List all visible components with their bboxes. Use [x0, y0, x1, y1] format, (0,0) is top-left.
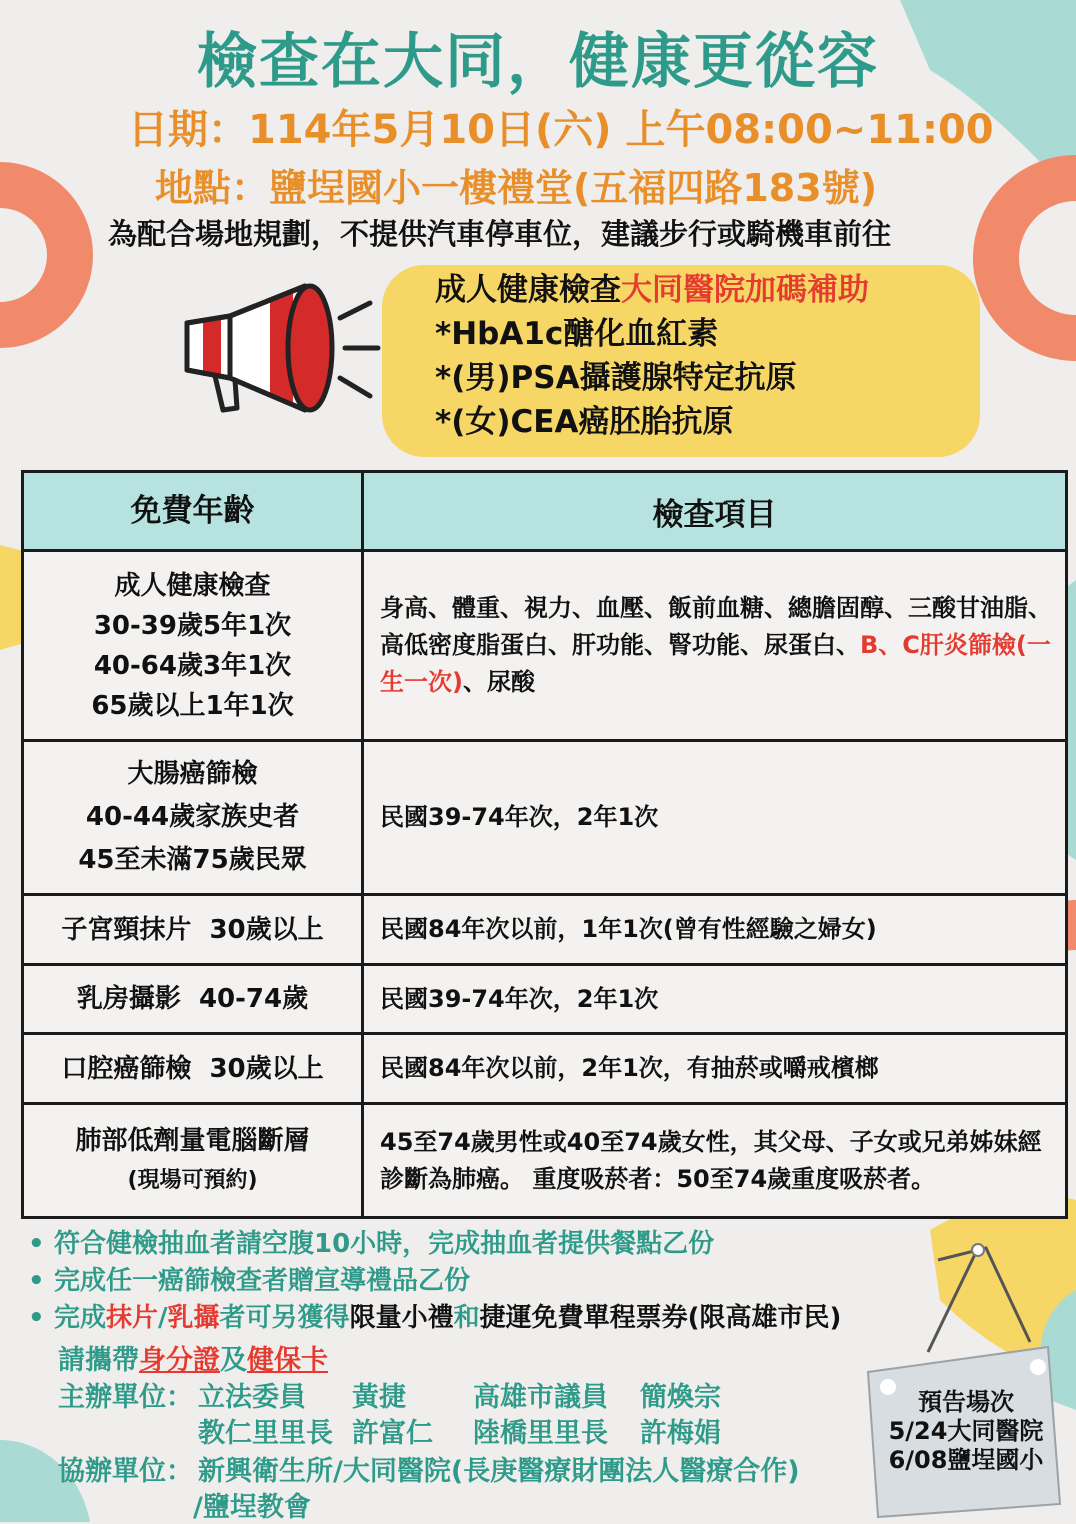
- host-label: 主辦單位：: [58, 1382, 193, 1413]
- upcoming-sessions: [876, 1388, 1056, 1475]
- items-cell: [363, 551, 1067, 741]
- age-cell: 口腔癌篩檢 30歲以上: [23, 1034, 363, 1104]
- bullet-text: /: [158, 1303, 168, 1333]
- table-row: [23, 551, 1067, 741]
- megaphone-icon: [175, 278, 385, 428]
- age-line: 40-44歲家族史者: [85, 802, 300, 832]
- age-cell: [23, 551, 363, 741]
- sign-line: 6/08鹽埕國小: [888, 1446, 1044, 1474]
- bullet-text: 符合健檢抽血者請空腹10小時，完成抽血者提供餐點乙份: [54, 1229, 715, 1259]
- bullet-text: 捷運免費單程票券(限高雄市民): [479, 1303, 842, 1333]
- host-name: 陸橋里里長: [473, 1418, 608, 1449]
- coral-ring-left: [0, 185, 70, 325]
- age-cell: 乳房攝影 40-74歲: [23, 965, 363, 1034]
- table-row: [23, 741, 1067, 895]
- host-name: 高雄市議員: [473, 1382, 608, 1413]
- items-text-tail: 、尿酸: [462, 668, 535, 696]
- bullet-item: [28, 1263, 841, 1300]
- bullet-text: 限量小禮: [349, 1303, 454, 1333]
- table-header-row: [23, 472, 1067, 551]
- bullet-highlight: 抹片: [106, 1303, 159, 1333]
- promo-heading: [435, 268, 869, 312]
- table-row: [23, 895, 1067, 965]
- host-name: 立法委員: [198, 1382, 306, 1413]
- bring-health-card: 健保卡: [247, 1345, 328, 1376]
- bullet-text: 和: [453, 1303, 480, 1333]
- table-row: [23, 1034, 1067, 1104]
- age-line: (現場可預約): [127, 1167, 258, 1193]
- co-organizer-name: /鹽埕教會: [193, 1492, 311, 1523]
- bullet-text: 完成: [54, 1303, 107, 1333]
- co-organizer-name: 新興衛生所/大同醫院(長庚醫療財團法人醫療合作): [198, 1456, 800, 1487]
- age-cell: 子宮頸抹片 30歲以上: [23, 895, 363, 965]
- page-title: 檢查在大同，健康更從容: [197, 27, 879, 97]
- age-line: 30-39歲5年1次: [93, 610, 292, 641]
- age-line: 45至未滿75歲民眾: [78, 845, 307, 875]
- coral-ring-right: [996, 178, 1076, 338]
- items-text: 身高、體重、視力、血壓、飯前血糖、總膽固醇、三酸甘油脂、高低密度脂蛋白、肝功能、腎功能、尿蛋白、: [380, 594, 1052, 659]
- bring-and: 及: [220, 1345, 247, 1376]
- event-date: 日期：114年5月10日(六) 上午08:00~11:00: [128, 107, 994, 153]
- header-items: 檢查項目: [363, 472, 1067, 551]
- promo-heading-prefix: 成人健康檢查: [435, 272, 621, 308]
- promo-list: [435, 268, 869, 444]
- age-line: 大腸癌篩檢: [127, 759, 258, 789]
- age-cell: [23, 741, 363, 895]
- host-name: 教仁里里長: [198, 1418, 333, 1449]
- items-cell: 民國39-74年次，2年1次: [363, 741, 1067, 895]
- bullet-text: 完成任一癌篩檢查者贈宣導禮品乙份: [54, 1266, 471, 1296]
- bullet-dot: •: [28, 1303, 45, 1333]
- age-line: 40-64歲3年1次: [93, 650, 292, 681]
- age-line: 65歲以上1年1次: [91, 690, 294, 721]
- table-row: [23, 965, 1067, 1034]
- items-highlight: B、C肝炎篩檢(一生一次): [380, 631, 1051, 696]
- promo-item: *(男)PSA攝護腺特定抗原: [435, 360, 797, 396]
- bullet-list: [28, 1226, 841, 1337]
- host-name: 簡煥宗: [640, 1382, 721, 1413]
- age-line: 成人健康檢查: [114, 570, 271, 601]
- items-cell: 民國84年次以前，1年1次(曾有性經驗之婦女): [363, 895, 1067, 965]
- header-age: 免費年齡: [23, 472, 363, 551]
- bullet-dot: •: [28, 1266, 45, 1296]
- bullet-item: [28, 1300, 841, 1337]
- promo-item: *(女)CEA癌胚胎抗原: [435, 404, 734, 440]
- host-name: 黃捷: [352, 1382, 406, 1413]
- items-cell: 45至74歲男性或40至74歲女性，其父母、子女或兄弟姊妹經診斷為肺癌。 重度吸菸者：50至74歲重度吸菸者。: [363, 1104, 1067, 1218]
- event-location: 地點：鹽埕國小一樓禮堂(五福四路183號): [155, 166, 878, 210]
- table-row: [23, 1104, 1067, 1218]
- host-name: 許富仁: [352, 1418, 433, 1449]
- sign-line: 5/24大同醫院: [888, 1417, 1044, 1445]
- bullet-dot: •: [28, 1229, 45, 1259]
- bring-id-card: 身分證: [139, 1345, 220, 1376]
- promo-heading-highlight: 大同醫院加碼補助: [621, 272, 869, 308]
- bullet-item: [28, 1226, 841, 1263]
- age-line: 肺部低劑量電腦斷層: [75, 1125, 310, 1156]
- host-name: 許梅娟: [640, 1418, 721, 1449]
- items-cell: 民國39-74年次，2年1次: [363, 965, 1067, 1034]
- sign-line: 預告場次: [918, 1388, 1014, 1416]
- parking-notice: 為配合場地規劃，不提供汽車停車位，建議步行或騎機車前往: [108, 217, 892, 251]
- bring-prefix: 請攜帶: [58, 1345, 139, 1376]
- bring-documents: [58, 1338, 328, 1377]
- hanging-sign: [848, 1242, 1068, 1522]
- age-cell: [23, 1104, 363, 1218]
- promo-item: *HbA1c醣化血紅素: [435, 316, 719, 352]
- bullet-text: 者可另獲得: [219, 1303, 350, 1333]
- co-organizer-label: 協辦單位：: [58, 1456, 193, 1487]
- items-cell: 民國84年次以前，2年1次，有抽菸或嚼戒檳榔: [363, 1034, 1067, 1104]
- bullet-highlight: 乳攝: [167, 1303, 220, 1333]
- screening-table: [21, 470, 1068, 1219]
